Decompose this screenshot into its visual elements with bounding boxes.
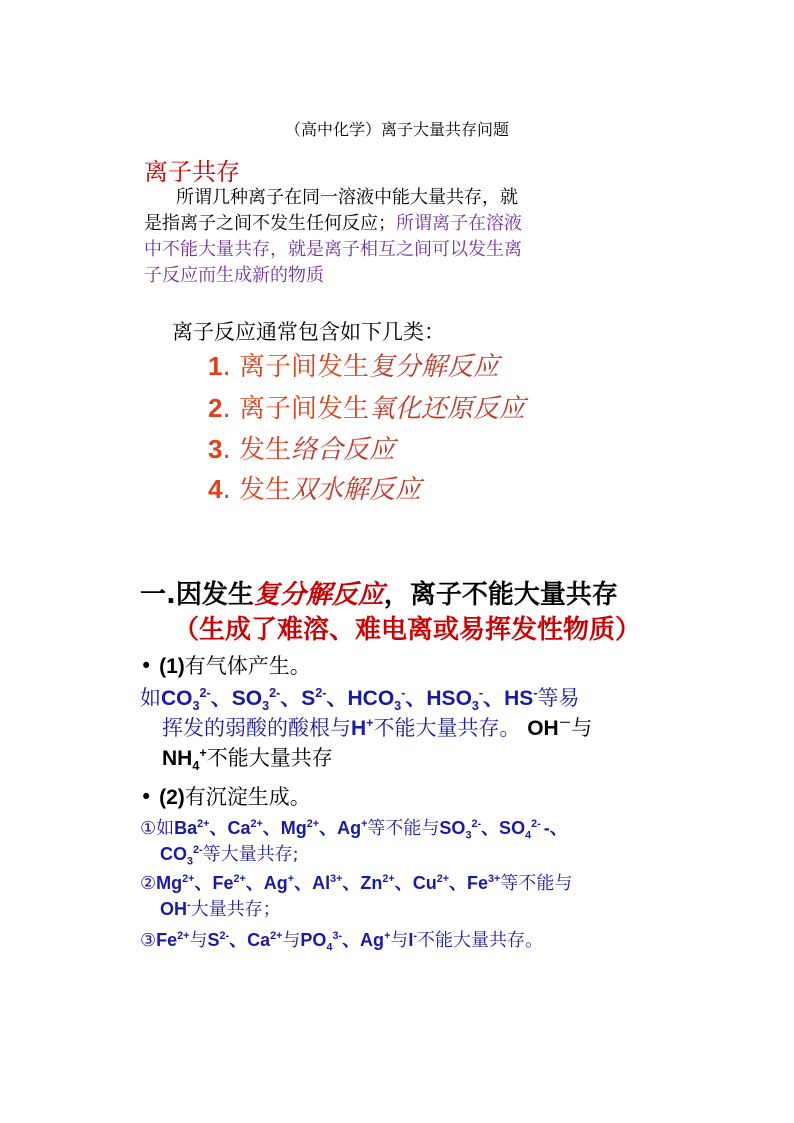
section-1-title [140, 574, 618, 611]
definition-line-1: 所谓几种离子在同一溶液中能大量共存，就 [176, 187, 518, 208]
precip-item-1-lead: ①如 [140, 818, 175, 839]
category-sep: . [222, 475, 231, 505]
precip-bullet [140, 781, 311, 811]
category-item-1 [208, 346, 499, 383]
category-item-3 [208, 429, 395, 466]
category-emphasis: 复分解反应 [369, 352, 500, 382]
category-prefix: 离子间发生 [239, 352, 370, 382]
category-prefix: 发生 [239, 435, 292, 465]
definition-line-2-purple: 所谓离子在溶液 [396, 213, 522, 234]
ion-list-1b: $SO_3^{2-}$、$SO_4^{2-}$ -、 [439, 818, 568, 842]
category-number: 1 [208, 351, 223, 381]
gas-lead: 如 [140, 686, 161, 710]
precip-item-3-yu-1: 与 [189, 930, 208, 951]
precip-item-3-yu-2: 与 [282, 930, 301, 951]
category-item-2 [208, 388, 525, 425]
category-prefix: 离子间发生 [239, 394, 370, 424]
gas-line-2-text: 挥发的弱酸的酸根与 [162, 716, 351, 740]
precip-item-1-tail: 等大量共存; [202, 844, 299, 865]
precip-item-2-line-2 [160, 896, 281, 923]
precip-item-3-yu-3: 与 [390, 930, 409, 951]
gas-line-2 [162, 712, 592, 745]
gas-line-2-tail: 不能大量共存。 [373, 716, 521, 740]
page-title: （高中化学）离子大量共存问题 [284, 120, 509, 139]
definition-line-4: 子反应而生成新的物质 [144, 265, 324, 286]
gas-label: (1) [159, 655, 185, 678]
ion-fe2: $Fe^{2+}$ [156, 930, 190, 950]
category-prefix: 发生 [239, 475, 292, 505]
category-emphasis: 氧化还原反应 [369, 394, 526, 424]
section-1-emphasis: 复分解反应 [253, 580, 384, 610]
precip-item-3-tail: 不能大量共存。 [417, 930, 543, 951]
definition-line-2 [144, 211, 522, 237]
section-1-suffix: ，离子不能大量共存 [383, 580, 618, 610]
gas-line-3 [162, 742, 333, 775]
category-emphasis: 双水解反应 [291, 475, 422, 505]
precip-item-2-line-1 [140, 870, 572, 897]
ion-list-3b: $PO_4^{3-}$、Ag+ [300, 930, 391, 954]
ion-co3: $CO_3^{2-}$ [160, 844, 203, 868]
ion-list-1a: $Ba^{2+}$、$Ca^{2+}$、$Mg^{2+}$、Ag+ [174, 818, 368, 838]
category-item-4 [208, 469, 421, 506]
category-emphasis: 络合反应 [291, 435, 396, 465]
category-sep: . [222, 394, 231, 424]
category-number: 4 [208, 474, 223, 504]
gas-line-1 [140, 682, 580, 715]
gas-yu: 与 [571, 716, 593, 740]
ion-oh: OH－ [527, 716, 572, 740]
precip-item-2-tail: 大量共存； [190, 899, 281, 920]
precip-item-2-mid: 等不能与 [500, 873, 573, 894]
category-number: 2 [208, 393, 223, 423]
definition-line-3: 中不能大量共存，就是离子相互之间可以发生离 [144, 239, 522, 260]
precip-item-3-lead: ③ [140, 930, 157, 951]
category-sep: . [222, 352, 231, 382]
gas-bullet [140, 650, 311, 680]
section-heading: 离子共存 [144, 158, 240, 186]
precip-text: 有沉淀生成。 [184, 785, 311, 809]
ion-list-3: $S^{2-}$、$Ca^{2+}$ [207, 930, 283, 950]
ion-h: H+ [351, 716, 374, 740]
precip-item-3 [140, 927, 543, 954]
bullet-icon: • [140, 785, 153, 809]
definition-line-2-black: 是指离子之间不发生任何反应； [144, 213, 396, 234]
ion-nh4: $NH_4^+$ [162, 746, 207, 774]
category-sep: . [222, 435, 231, 465]
section-1-subtitle: （生成了难溶、难电离或易挥发性物质） [173, 615, 642, 645]
precip-item-2-lead: ② [140, 873, 157, 894]
precip-item-1-line-1 [140, 815, 568, 842]
category-number: 3 [208, 434, 223, 464]
ion-list-2: $Mg^{2+}$、$Fe^{2+}$、Ag+、$Al^{3+}$、$Zn^{2+}$、$Cu^{2+}$、$Fe^{3+}$ [156, 873, 501, 893]
section-1-prefix: 一.因发生 [140, 580, 254, 610]
ion-oh-2: OH- [160, 899, 191, 919]
ion-i: I- [408, 930, 417, 950]
gas-line-1-tail: 等易 [537, 686, 580, 710]
precip-item-1-line-2 [160, 841, 299, 868]
gas-text: 有气体产生。 [184, 654, 311, 678]
precip-label: (2) [159, 786, 185, 809]
gas-line-3-tail: 不能大量共存 [206, 746, 333, 770]
categories-intro: 离子反应通常包含如下几类： [172, 320, 445, 344]
precip-item-1-mid: 等不能与 [367, 818, 440, 839]
ion-list-gas: $CO_3^{2-}$、$SO_3^{2-}$、$S^{2-}$、$HCO_3^-$、$HSO_3^-$、HS- [161, 686, 538, 714]
bullet-icon: • [140, 654, 153, 678]
